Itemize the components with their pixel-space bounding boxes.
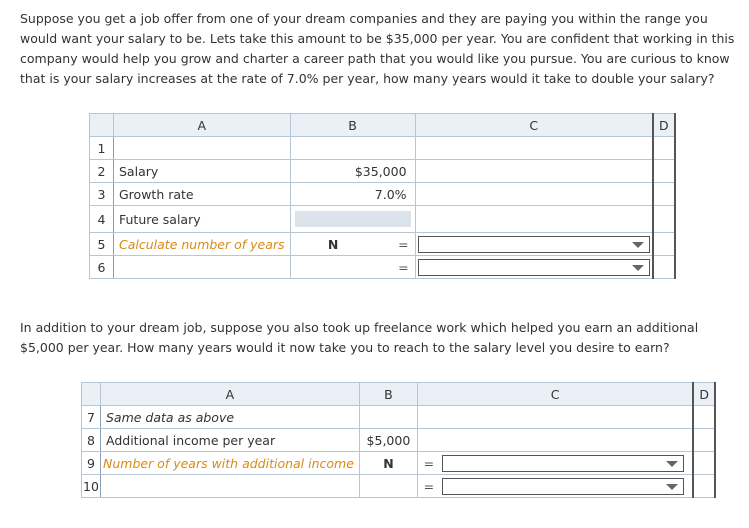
cell-c4 [415,206,653,233]
chevron-down-icon [632,242,644,248]
col-header-c: C [417,383,693,406]
corner-cell [82,383,101,406]
equals-sign: = [398,236,409,252]
row-number: 10 [82,475,101,498]
answer-dropdown-1[interactable] [418,236,651,253]
chevron-down-icon [666,461,678,467]
column-header-row [82,383,716,406]
col-header-a: A [101,383,360,406]
corner-cell [90,114,114,137]
cell-d4 [653,206,675,233]
cell-d2 [653,160,675,183]
answer-dropdown-2[interactable] [418,259,651,276]
cell-d9 [693,452,715,475]
equals-sign: = [423,455,435,471]
answer-cell [417,475,693,498]
cell-a1 [114,137,291,160]
future-salary-label: Future salary [114,206,291,233]
second-paragraph: In addition to your dream job, suppose you also took up freelance work which helped you earn an additional $5,000 per year. How many years would it now take you to reach to the salary level you desire to earn? [20,320,699,355]
future-salary-input[interactable] [290,206,415,233]
table-row [90,206,675,233]
row-number: 4 [90,206,114,233]
intro-paragraph: Suppose you get a job offer from one of your dream companies and they are paying you within the range you would want your salary to be. Lets take this amount to be $35,000 per year. You are confident that working in this company would help you grow and charter a career path that you would like you pursue. You are curious to know that is your salary increases at the rate of 7.0% per year, how many years would it take to double your salary? [20,11,735,86]
chevron-down-icon [666,484,678,490]
table-row [82,429,716,452]
cell-d7 [693,406,715,429]
answer-dropdown-4[interactable] [442,478,685,495]
cell-a10 [101,475,360,498]
col-header-d: D [653,114,675,137]
row-number: 2 [90,160,114,183]
table-row [82,406,716,429]
col-header-c: C [415,114,653,137]
row-number: 8 [82,429,101,452]
additional-income-value: $5,000 [359,429,417,452]
cell-b10 [359,475,417,498]
cell-c3 [415,183,653,206]
spreadsheet-1 [89,113,676,279]
cell-a6 [114,256,291,279]
cell-c2 [415,160,653,183]
cell-b1 [290,137,415,160]
same-data-label: Same data as above [101,406,360,429]
cell-c1 [415,137,653,160]
cell-d6 [653,256,675,279]
spreadsheet-2 [81,382,716,498]
table-row [82,452,716,475]
col-header-b: B [359,383,417,406]
n-label: N [359,452,417,475]
chevron-down-icon [632,265,644,271]
table-row [90,183,675,206]
equals-sign: = [398,259,409,275]
table-row [82,475,716,498]
equals-sign: = [423,478,435,494]
col-header-d: D [693,383,715,406]
salary-label: Salary [114,160,291,183]
col-header-b: B [290,114,415,137]
n-label: N [327,236,339,252]
row-number: 9 [82,452,101,475]
years-additional-income-label: Number of years with additional income [101,452,360,475]
answer-cell [415,256,653,279]
table-row [90,137,675,160]
answer-dropdown-3[interactable] [442,455,685,472]
cell-d3 [653,183,675,206]
table-row [90,160,675,183]
cell-b7 [359,406,417,429]
answer-cell [417,452,693,475]
salary-value: $35,000 [290,160,415,183]
cell-c8 [417,429,693,452]
col-header-a: A [114,114,291,137]
cell-d1 [653,137,675,160]
additional-income-label: Additional income per year [101,429,360,452]
row-number: 6 [90,256,114,279]
cell-d8 [693,429,715,452]
calculate-years-label: Calculate number of years [114,233,291,256]
cell-d5 [653,233,675,256]
table-row [90,233,675,256]
column-header-row [90,114,675,137]
growth-rate-label: Growth rate [114,183,291,206]
row-number: 3 [90,183,114,206]
table-row [90,256,675,279]
cell-d10 [693,475,715,498]
row-number: 7 [82,406,101,429]
answer-cell [415,233,653,256]
row-number: 5 [90,233,114,256]
cell-c7 [417,406,693,429]
growth-rate-value: 7.0% [290,183,415,206]
row-number: 1 [90,137,114,160]
cell-b6 [291,256,376,278]
